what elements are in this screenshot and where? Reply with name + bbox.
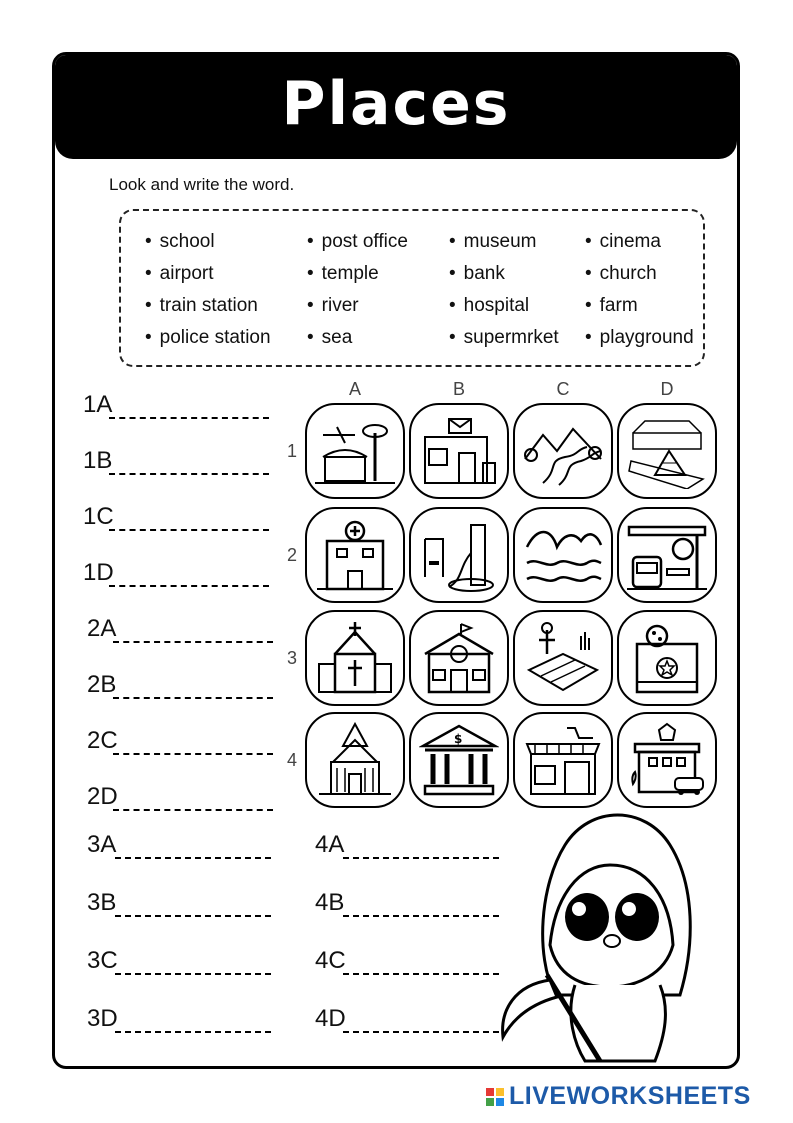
cinema-icon: [627, 620, 707, 696]
word-bank-item: • train station: [145, 295, 258, 317]
river-icon: [523, 413, 603, 489]
picture-tile: [409, 507, 509, 603]
answer-label: 1D: [83, 559, 114, 586]
picture-tile: [409, 712, 509, 808]
museum-icon: [627, 413, 707, 489]
title-banner: [55, 55, 737, 159]
row-label: 3: [287, 648, 298, 668]
worksheet: [52, 52, 740, 1069]
word-bank-item: • church: [585, 263, 657, 285]
hospital-icon: [315, 517, 395, 593]
word-bank-item: • sea: [307, 327, 352, 349]
answer-field[interactable]: [115, 915, 271, 917]
answer-field[interactable]: [109, 585, 269, 587]
word-bank: [119, 209, 705, 367]
picture-tile: [305, 610, 405, 706]
word-bank-item: • school: [145, 231, 215, 253]
column-label: A: [348, 379, 361, 399]
row-label: 4: [287, 750, 298, 770]
page-title: Places: [281, 69, 511, 139]
word-bank-item: • temple: [307, 263, 379, 285]
temple-icon: [315, 722, 395, 798]
answer-label: 1A: [83, 391, 113, 418]
answer-label: 3A: [87, 831, 117, 858]
answer-label: 2B: [87, 671, 117, 698]
picture-tile: [305, 712, 405, 808]
answer-field[interactable]: [113, 697, 273, 699]
word-bank-item: • police station: [145, 327, 271, 349]
sea-icon: [523, 517, 603, 593]
picture-tile: [617, 610, 717, 706]
picture-tile: [513, 507, 613, 603]
answer-label: 3B: [87, 889, 117, 916]
answer-label: 2C: [87, 727, 118, 754]
airport-icon: [315, 413, 395, 489]
liveworksheets-logo[interactable]: [486, 1082, 751, 1111]
answer-label: 3D: [87, 1005, 118, 1032]
picture-tile: [617, 403, 717, 499]
answer-label: 2D: [87, 783, 118, 810]
column-label: B: [452, 379, 465, 399]
word-bank-item: • bank: [449, 263, 505, 285]
picture-tile: [513, 403, 613, 499]
answer-label: 4A: [315, 831, 345, 858]
word-bank-item: • supermrket: [449, 327, 559, 349]
answer-field[interactable]: [343, 915, 499, 917]
answer-field[interactable]: [109, 529, 269, 531]
answer-field[interactable]: [113, 641, 273, 643]
picture-tile: [409, 610, 509, 706]
picture-tile: [305, 507, 405, 603]
row-label: 1: [287, 441, 298, 461]
answer-field[interactable]: [115, 857, 271, 859]
word-bank-item: • hospital: [449, 295, 529, 317]
picture-tile: [409, 403, 509, 499]
answer-field[interactable]: [115, 973, 271, 975]
train-station-icon: [627, 517, 707, 593]
word-bank-item: • museum: [449, 231, 537, 253]
answer-label: 4D: [315, 1005, 346, 1032]
answer-label: 3C: [87, 947, 118, 974]
row-label: 2: [287, 545, 298, 565]
column-label: D: [660, 379, 674, 399]
instruction-text: Look and write the word.: [109, 175, 295, 194]
word-bank-item: • cinema: [585, 231, 661, 253]
answer-field[interactable]: [113, 753, 273, 755]
church-icon: [315, 620, 395, 696]
answer-field[interactable]: [343, 1031, 499, 1033]
answer-field[interactable]: [343, 857, 499, 859]
school-icon: [419, 620, 499, 696]
answer-field[interactable]: [113, 809, 273, 811]
column-label: C: [556, 379, 570, 399]
farm-icon: [523, 620, 603, 696]
picture-tile: [305, 403, 405, 499]
word-bank-item: • post office: [307, 231, 408, 253]
answer-label: 4B: [315, 889, 345, 916]
word-bank-item: • farm: [585, 295, 638, 317]
picture-tile: [513, 610, 613, 706]
answer-field[interactable]: [109, 417, 269, 419]
answer-label: 1B: [83, 447, 113, 474]
post-office-icon: [419, 413, 499, 489]
answer-label: 2A: [87, 615, 117, 642]
answer-label: 1C: [83, 503, 114, 530]
answer-field[interactable]: [343, 973, 499, 975]
word-bank-item: • playground: [585, 327, 694, 349]
logo-grid-icon: [486, 1088, 504, 1106]
answer-field[interactable]: [109, 473, 269, 475]
picture-tile: [617, 507, 717, 603]
svg-text:$: $: [454, 732, 463, 746]
playground-icon: [419, 517, 499, 593]
bank-icon: [419, 722, 499, 798]
word-bank-item: • airport: [145, 263, 214, 285]
footer-brand: LIVEWORKSHEETS: [509, 1082, 751, 1110]
answer-field[interactable]: [115, 1031, 271, 1033]
answer-label: 4C: [315, 947, 346, 974]
word-bank-item: • river: [307, 295, 359, 317]
grim-reaper-mascot-icon: [495, 775, 720, 1065]
